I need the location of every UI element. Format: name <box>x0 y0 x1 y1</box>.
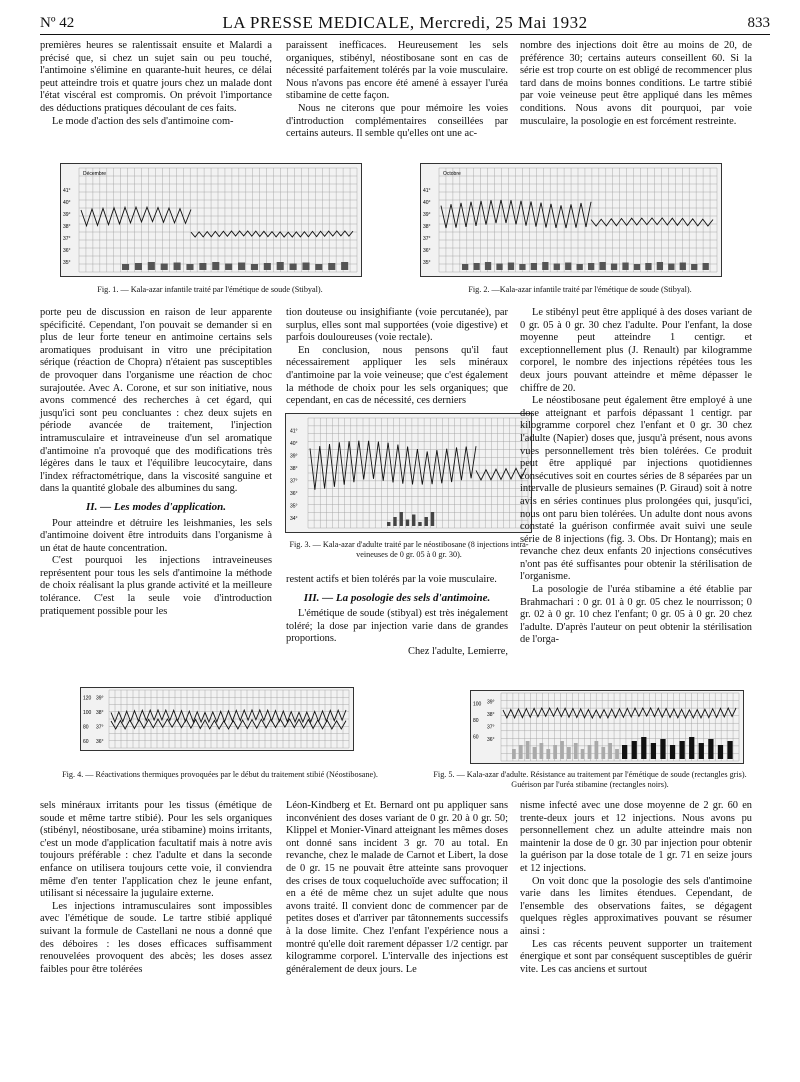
injection-bar <box>199 263 206 270</box>
issue-number: Nº 42 <box>40 15 75 31</box>
injection-bar <box>341 262 348 270</box>
temperature-tick-label: 34° <box>290 515 298 522</box>
month-label: Décembre <box>83 171 107 177</box>
injection-bar <box>622 263 628 271</box>
temperature-curve <box>591 218 713 226</box>
injection-bar <box>277 262 284 270</box>
bottom-column-2 <box>286 800 508 976</box>
paragraph: Nous ne citerons que pour mémoire les voies d'introduction complémentaires conseillées par certains auteurs. Il semble qu'elles ont une ac- <box>286 102 508 140</box>
injection-bar <box>431 512 434 526</box>
injection-bar <box>302 263 309 271</box>
paragraph: Le stibényl peut être appliqué à des doses variant de 0 gr. 05 à 0 gr. 30 chez l'adulte. Pour l'enfant, la dose moyenne peut atteindre 1 centigr. et exceptionnellement plus (J. Renault) par kilogramme corporel, le nombre des injections répétées tous les deux jours pouvant atteindre et même dépasser le chiffre de 20. <box>520 307 752 394</box>
paragraph: sels minéraux irritants pour les tissus (émétique de soude et même tartre stibié). Pour les sels organiques (stibényl, néostibosane, uréa stibamine) moins irritants, c'est un mode d'application facultatif mais à notre avis toujours préférable : chez l'adulte et dans la seconde enfance on utilisera toujours cette voie, il conviendra même d'en tenter l'application chez le jeune enfant, utilisant si nécessaire la jugulaire externe. <box>40 800 272 900</box>
paragraph: restent actifs et bien tolérés par la voie musculaire. <box>286 574 497 585</box>
injection-bar <box>135 263 142 270</box>
figure-2-graph <box>421 164 721 276</box>
page-number: 833 <box>747 15 770 31</box>
figure-1-caption: Fig. 1. — Kala-azar infantile traité par l'émétique de soude (Stibyal). <box>97 285 323 294</box>
injection-bar <box>148 262 155 270</box>
injection-bar <box>462 264 468 270</box>
temperature-curve <box>81 207 191 226</box>
temperature-tick-label: 40° <box>423 200 431 206</box>
pulse-tick-label: 80 <box>83 724 89 731</box>
top-column-3 <box>520 40 752 128</box>
emetique-bar-gray <box>567 747 571 759</box>
injection-bar <box>691 264 697 270</box>
temperature-tick-label: 39° <box>487 699 495 706</box>
temperature-tick-label: 35° <box>423 260 431 266</box>
emetique-bar-gray <box>512 749 516 759</box>
figure-3-graph <box>286 414 531 532</box>
injection-bar <box>657 262 663 270</box>
temperature-tick-label: 36° <box>290 490 298 497</box>
figure-4-graph <box>81 688 353 750</box>
journal-title <box>40 13 770 33</box>
temperature-tick-label: 35° <box>63 260 71 266</box>
urea-stibamine-bar-black <box>651 743 656 759</box>
paragraph: Chez l'adulte, Lemierre, <box>408 645 508 657</box>
injection-bar <box>611 264 617 271</box>
pulse-tick-label: 100 <box>83 709 92 716</box>
bottom-column-1 <box>40 800 272 976</box>
temperature-tick-label: 36° <box>96 738 104 745</box>
figure-1-graph <box>61 164 361 276</box>
emetique-bar-gray <box>608 743 612 759</box>
figure-4-chart <box>80 687 354 751</box>
paragraph: Le mode d'action des sels d'antimoine com- <box>52 115 234 127</box>
urea-stibamine-bar-black <box>727 741 732 759</box>
paragraph: nombre des injections doit être au moins de 20, de préférence 30; certains auteurs conseillent 60. Si la série est trop courte on est obligé de recommencer plus tard dans de moins bonnes conditions. Le tartre stibié par voie veineuse peut être appliqué dans les mêmes conditions. Nous avons dit pourquoi, par voie musculaire, la posologie en est forcément restreinte. <box>520 40 752 127</box>
injection-bar <box>508 263 514 271</box>
temperature-tick-label: 38° <box>63 224 71 230</box>
middle-column-3 <box>520 307 752 647</box>
injection-bar <box>400 512 403 526</box>
injection-bar <box>519 264 525 270</box>
emetique-bar-gray <box>588 745 592 759</box>
paragraph: La posologie de l'uréa stibamine a été établie par Brahmachari : 0 gr. 01 à 0 gr. 05 chez le nourrisson; 0 gr. 02 à 0 gr. 10 chez l'enfant; 0 gr. 05 à 0 gr. 20 chez l'adulte. D'après l'auteur on peut obtenir la stérilisation de l'orga- <box>520 584 752 646</box>
paragraph: C'est pourquoi les injections intraveineuses représentent pour tous les sels d'antimoine la méthode de choix réalisant la plus grande activité et la meilleure tolérance. C'est la seule voie d'introduction pratiquement possible pour les <box>40 555 272 617</box>
urea-stibamine-bar-black <box>699 743 704 759</box>
paragraph: paraissent inefficaces. Heureusement les sels organiques, stibényl, néostibosane sont en cas de nécessité parfaitement tolérés par la voie musculaire. Nous n'avons pas encore été amené à essayer l'uréa stibamine de cette façon. <box>286 40 508 102</box>
top-column-2 <box>286 40 508 141</box>
temperature-tick-label: 39° <box>423 212 431 218</box>
injection-bar <box>412 515 415 527</box>
journal-name: LA PRESSE MEDICALE, <box>222 13 415 32</box>
pulse-tick-label: 80 <box>473 718 479 724</box>
paragraph: porte peu de discussion en raison de leur apparente spécificité. Cependant, l'on pouvait se demander si en plus de leur forte teneur en antimoine certains sels aromatiques produisant in vitro une précipitation sérique (réaction de Chopra) n'étaient pas susceptibles de provoquer dans l'organisme une réaction de choc surajoutée. Avec A. Corone, et sur son initiative, nous avons commencé des recherches à cet égard, qui jusqu'ici sont peu concluantes : chez deux sujets en période avancée de traitement, l'injection intramusculaire et intraveineuse d'un sel aromatique d'antimoine n'a provoqué que des modifications très légères dans le taux et l'équilibre leucocytaire, dans l'index réfractométrique, dans la viscosité sanguine et dans la quantité globale des albumines du sang. <box>40 307 272 495</box>
injection-bar <box>161 264 168 271</box>
pulse-tick-label: 120 <box>83 695 92 702</box>
urea-stibamine-bar-black <box>622 745 627 759</box>
injection-bar <box>290 264 297 271</box>
injection-bar <box>645 263 651 270</box>
temperature-tick-label: 38° <box>290 465 298 472</box>
temperature-tick-label: 39° <box>96 695 104 702</box>
figure-2-chart <box>420 163 722 277</box>
paragraph: tion douteuse ou insighifiante (voie percutanée), par surplus, elles sont mal supportées (voie digestive) et parfois douloureuses (voie rectale). <box>286 307 508 344</box>
temperature-tick-label: 36° <box>63 248 71 254</box>
temperature-tick-label: 35° <box>290 503 298 510</box>
temperature-tick-label: 38° <box>487 711 495 718</box>
figure-5-chart <box>470 690 744 764</box>
injection-bar <box>565 263 571 271</box>
temperature-tick-label: 37° <box>487 724 495 731</box>
paragraph: Les injections intramusculaires sont impossibles avec l'émétique de soude. Le tartre stibié appliqué suivant la formule de Castellani ne nous a donné que des déboires : les doses efficaces suffisamment renouvelées provoquent des abcès; les doses assez faibles pour être tolérées <box>40 900 272 975</box>
injection-bar <box>418 522 421 526</box>
emetique-bar-gray <box>574 743 578 759</box>
injection-bar <box>542 262 548 270</box>
paragraph: Léon-Kindberg et Et. Bernard ont pu appliquer sans inconvénient des doses variant de 0 gr. 20 à 0 gr. 50; Klippel et Monier-Vinard atteignant les mêmes doses ont donné sans incident 3 gr. 70 au total. En revanche, chez le malade de Carnot et Libert, la dose de 0 gr. 15 ne pouvait être atteinte sans provoquer des crises de toux coqueluchoïde avec suffocation; il en a été de même chez un sujet adulte que nous avons traité. Il convient donc de commencer par de petites doses et d'arriver par tâtonnements successifs à la dose limite. Chez l'enfant l'expérience nous a montré qu'elle doit rarement dépasser 1/2 centigr. par kilogramme corporel. L'intervalle des injections est généralement de deux jours. Le <box>286 800 508 975</box>
temperature-tick-label: 40° <box>290 440 298 447</box>
injection-bar <box>680 263 686 271</box>
temperature-tick-label: 37° <box>290 478 298 485</box>
figure-3-caption: Fig. 3. — Kala-azar d'adulte traité par le néostibosane (8 injections intra-veineuses de 0 gr. 05 à 0 gr. 30). <box>289 540 529 559</box>
paragraph: On voit donc que la posologie des sels d'antimoine varie dans les limites étendues. Cependant, de l'ensemble des observations faites, se dégagent quelques règles approximatives pouvant se résumer ainsi : <box>520 875 752 937</box>
paragraph: premières heures se ralentissait ensuite et Malardi a précisé que, si chez un sujet sain ou peu touché, l'antimoine s'élimine en quarante-huit heures, ce délai peut atteindre trois et quatre jours chez un malade dont l'état viscéral est compromis. On prévoit l'importance des déductions pratiques découlant de ces faits. <box>40 40 272 114</box>
injection-bar <box>425 517 428 526</box>
top-column-1 <box>40 40 272 128</box>
month-label: Octobre <box>443 171 461 177</box>
injection-bar <box>588 263 594 270</box>
temperature-tick-label: 37° <box>96 724 104 731</box>
section-heading-modes: II. — Les modes d'application. <box>86 500 226 513</box>
urea-stibamine-bar-black <box>680 741 685 759</box>
injection-bar <box>473 263 479 270</box>
figure-2-caption: Fig. 2. —Kala-azar infantile traité par l'émétique de soude (Stibyal). <box>468 285 692 294</box>
middle-column-1 <box>40 307 272 618</box>
issue-date: Mercredi, 25 Mai 1932 <box>419 13 588 32</box>
temperature-tick-label: 40° <box>63 200 71 206</box>
temperature-tick-label: 39° <box>290 453 298 460</box>
temperature-tick-label: 39° <box>63 212 71 218</box>
injection-bar <box>186 264 193 270</box>
temperature-tick-label: 41° <box>423 188 431 194</box>
temperature-curve <box>503 708 736 718</box>
emetique-bar-gray <box>581 749 585 759</box>
injection-bar <box>393 517 396 526</box>
emetique-bar-gray <box>595 741 599 759</box>
temperature-tick-label: 38° <box>423 224 431 230</box>
injection-bar <box>577 264 583 270</box>
temperature-tick-label: 41° <box>290 428 298 435</box>
temperature-tick-label: 41° <box>63 188 71 194</box>
injection-bar <box>668 264 674 271</box>
injection-bar <box>225 264 232 271</box>
urea-stibamine-bar-black <box>670 745 675 759</box>
injection-bar <box>238 263 245 271</box>
injection-bar <box>485 262 491 270</box>
figure-3-chart <box>285 413 532 533</box>
pulse-tick-label: 60 <box>473 734 479 741</box>
injection-bar <box>122 264 129 270</box>
injection-bar <box>251 264 258 270</box>
temperature-tick-label: 37° <box>423 236 431 242</box>
urea-stibamine-bar-black <box>632 741 637 759</box>
figure-4-caption: Fig. 4. — Réactivations thermiques provoquées par le début du traitement stibié (Néostibosane). <box>62 770 378 779</box>
paragraph: L'émétique de soude (stibyal) est très inégalement toléré; la dose par injection varie dans de grandes proportions. <box>286 608 508 645</box>
section-heading-posologie: III. — La posologie des sels d'antimoine. <box>303 591 491 604</box>
temperature-curve <box>476 468 526 480</box>
temperature-tick-label: 36° <box>423 248 431 254</box>
urea-stibamine-bar-black <box>718 745 723 759</box>
bottom-column-3 <box>520 800 752 976</box>
middle-column-2b <box>286 574 508 659</box>
emetique-bar-gray <box>553 745 557 759</box>
injection-bar <box>315 264 322 270</box>
pulse-tick-label: 60 <box>83 738 89 745</box>
injection-bar <box>264 263 271 270</box>
emetique-bar-gray <box>540 743 544 759</box>
injection-bar <box>212 262 219 270</box>
middle-column-2 <box>286 307 508 408</box>
figure-1-chart <box>60 163 362 277</box>
injection-bar <box>387 522 390 526</box>
injection-bar <box>703 263 709 270</box>
paragraph: Le néostibosane peut également être employé à une dose atteignant et parfois dépassant 1 centigr. par kilogramme corporel chez l'enfant et 0 gr. 30 chez l'adulte (Napier) doses que, jusqu'à présent, nous avons vues personnellement très bien tolérées. Ce produit peut être appliqué par injections quotidiennes consécutives soit en courtes séries de 8 séparées par un intervalle de plusieurs semaines (P. Giraud) soit à notre avis en séries continues plus prolongées qui, jusqu'ici, nous ont paru bien tolérées. Un adulte dont nous avons constaté la guérison confirmée avait suivi une seule série de 8 injections (fig. 3. Obs. Dr Hontang); mais en revanche chez deux enfants 20 injections consécutives n'ont pas été suffisantes pour obtenir la stérilisation de l'organisme. <box>520 395 752 583</box>
emetique-bar-gray <box>615 749 619 759</box>
temperature-tick-label: 38° <box>96 709 104 716</box>
emetique-bar-gray <box>519 745 523 759</box>
injection-bar <box>496 264 502 271</box>
injection-bar <box>328 263 335 270</box>
paragraph: Pour atteindre et détruire les leishmanies, les sels d'antimoine doivent être introduits dans l'organisme à un état de haute concentration. <box>40 517 272 554</box>
injection-bar <box>531 263 537 270</box>
emetique-bar-gray <box>546 749 550 759</box>
emetique-bar-gray <box>601 747 605 759</box>
page-header <box>40 8 770 35</box>
injection-bar <box>174 263 181 271</box>
urea-stibamine-bar-black <box>660 739 665 759</box>
figure-5-graph <box>471 691 743 763</box>
urea-stibamine-bar-black <box>689 737 694 759</box>
emetique-bar-gray <box>526 741 530 759</box>
temperature-tick-label: 36° <box>487 736 495 743</box>
urea-stibamine-bar-black <box>708 739 713 759</box>
injection-bar <box>406 520 409 527</box>
urea-stibamine-bar-black <box>641 737 646 759</box>
emetique-bar-gray <box>533 747 537 759</box>
paragraph: En conclusion, nous pensons qu'il faut nécessairement appliquer les sels minéraux d'antimoine par la voie veineuse; que c'est également la méthode de choix pour les sels organiques; que cependant, en cas de nécessité, ces derniers <box>286 344 508 407</box>
paragraph: nisme infecté avec une dose moyenne de 2 gr. 60 en trente-deux jours et 12 injections. Nous avons pu personnellement chez un adulte atteindre mais non maintenir la dose de 0 gr. 30 par injection pour obtenir la guérison par la dose totale de 1 gr. 71 en seize jours et 12 injections. <box>520 800 752 874</box>
emetique-bar-gray <box>560 741 564 759</box>
figure-5-caption: Fig. 5. — Kala-azar d'adulte. Résistance au traitement par l'émétique de soude (rectangles gris). Guérison par l'uréa stibamine (rectangles noirs). <box>433 770 747 789</box>
injection-bar <box>554 264 560 271</box>
paragraph: Les cas récents peuvent supporter un traitement énergique et sont par conséquent susceptibles de guérir vite. Les cas anciens et surtout <box>520 938 752 975</box>
temperature-tick-label: 37° <box>63 236 71 242</box>
injection-bar <box>634 264 640 270</box>
injection-bar <box>599 262 605 270</box>
pulse-tick-label: 100 <box>473 701 482 708</box>
